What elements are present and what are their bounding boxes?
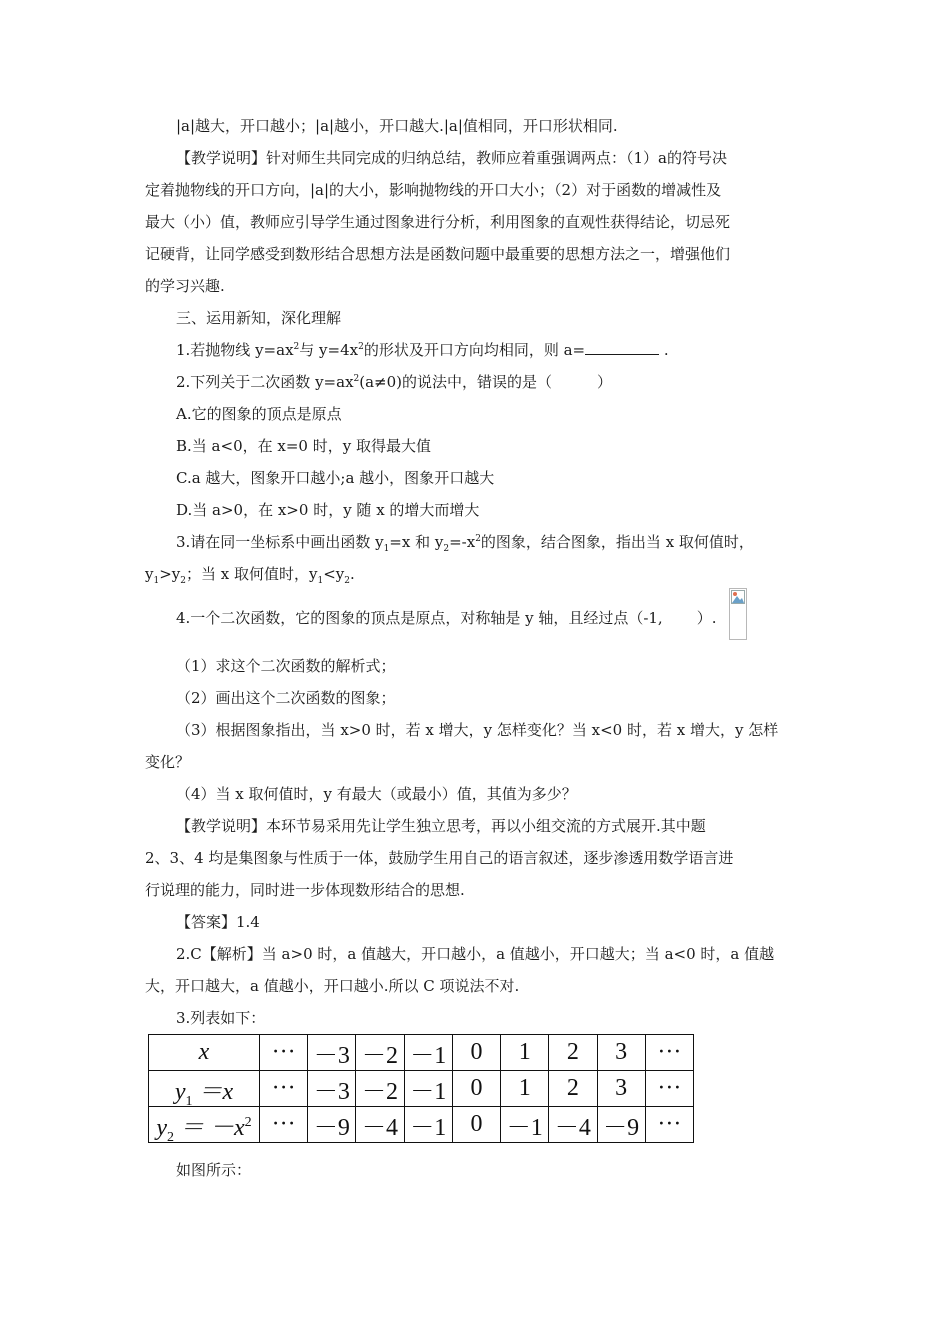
table-row — [149, 1035, 694, 1071]
answer-blank — [585, 340, 659, 355]
table-cell: 3 — [597, 1071, 645, 1107]
table-cell: －1 — [404, 1107, 452, 1143]
table-cell: 3 — [597, 1035, 645, 1071]
teaching-note-line: 定着抛物线的开口方向，|a|的大小，影响抛物线的开口大小；（2）对于函数的增减性及 — [145, 181, 722, 199]
table-cell: 2 — [549, 1071, 597, 1107]
row-header-y2: $y_2 = -x^2$ — [149, 1107, 260, 1143]
teaching-note-line: 2、3、4 均是集图象与性质于一体，鼓励学生用自己的语言叙述，逐步渗透用数学语言进 — [145, 849, 734, 867]
answer-3: 3.列表如下： — [176, 1009, 266, 1027]
question-3: 3.请在同一坐标系中画出函数 $y_1=x$ 和 $y_2=-x^2$的图象，结合图象，指出当 x 取何值时， — [176, 533, 754, 554]
question-4: 4.一个二次函数，它的图象的顶点是原点，对称轴是 y 轴，且经过点（-1, ）. — [176, 609, 717, 627]
teaching-note-line: 最大（小）值，教师应引导学生通过图象进行分析，利用图象的直观性获得结论，切忌死 — [145, 213, 731, 231]
option-a: A.它的图象的顶点是原点 — [176, 405, 342, 423]
option-c: C.a 越大，图象开口越小;a 越小，图象开口越大 — [176, 469, 495, 487]
table-cell: ··· — [260, 1107, 308, 1143]
teaching-note-line: 【教学说明】本环节易采用先让学生独立思考，再以小组交流的方式展开.其中题 — [176, 817, 706, 835]
table-cell: －3 — [308, 1035, 356, 1071]
question-1: 1.若抛物线 $y=ax^2$与 $y=4x^2$的形状及开口方向均相同，则 a= . — [176, 341, 669, 359]
table-cell: －2 — [356, 1035, 404, 1071]
question-3-cont: $y_1>y_2$；当 x 取何值时，$y_1<y_2$. — [145, 565, 355, 586]
table-cell: －2 — [356, 1071, 404, 1107]
row-header-y1: $y_1 =x$ — [149, 1071, 260, 1107]
table-cell: 0 — [452, 1071, 500, 1107]
table-cell: ··· — [645, 1035, 693, 1071]
value-table — [148, 1034, 694, 1143]
question-2: 2.下列关于二次函数 $y=ax^2(a\ne 0)$的说法中，错误的是（ ） — [176, 373, 613, 391]
table-cell: －3 — [308, 1071, 356, 1107]
section-heading: 三、运用新知，深化理解 — [176, 309, 342, 327]
question-4-part-1: （1）求这个二次函数的解析式； — [176, 657, 396, 675]
table-cell: ··· — [645, 1071, 693, 1107]
row-header-x: x — [149, 1035, 260, 1071]
table-cell: －4 — [356, 1107, 404, 1143]
teaching-note-line: 【教学说明】针对师生共同完成的归纳总结，教师应着重强调两点：（1）a的符号决 — [176, 149, 727, 167]
table-cell: ··· — [645, 1107, 693, 1143]
table-cell: －1 — [404, 1071, 452, 1107]
answer-heading: 【答案】1.4 — [176, 913, 260, 931]
table-cell: －1 — [501, 1107, 549, 1143]
question-4-part-2: （2）画出这个二次函数的图象； — [176, 689, 396, 707]
option-b: B.当 a<0，在 x=0 时，y 取得最大值 — [176, 437, 431, 455]
table-cell: 0 — [452, 1107, 500, 1143]
teaching-note-line: 记硬背，让同学感受到数形结合思想方法是函数问题中最重要的思想方法之一，增强他们 — [145, 245, 731, 263]
table-cell: －9 — [308, 1107, 356, 1143]
table-row — [149, 1071, 694, 1107]
table-cell: 1 — [501, 1035, 549, 1071]
broken-image-icon — [729, 588, 747, 640]
table-cell: 0 — [452, 1035, 500, 1071]
figure-caption: 如图所示： — [176, 1161, 252, 1179]
table-cell: －4 — [549, 1107, 597, 1143]
question-4-part-3: （3）根据图象指出，当 x>0 时，若 x 增大，y 怎样变化？当 x<0 时，若 x 增大，y 怎样 — [176, 721, 779, 739]
teaching-note-line: 的学习兴趣. — [145, 277, 225, 295]
question-4-part-4: （4）当 x 取何值时，y 有最大（或最小）值，其值为多少？ — [176, 785, 577, 803]
teaching-note-line: 行说理的能力，同时进一步体现数形结合的思想. — [145, 881, 465, 899]
paragraph-a-summary: |a|越大，开口越小；|a|越小，开口越大.|a|值相同，开口形状相同. — [176, 117, 618, 135]
table-cell: ··· — [260, 1035, 308, 1071]
table-cell: －9 — [597, 1107, 645, 1143]
table-row — [149, 1107, 694, 1143]
answer-2: 2.C【解析】当 a>0 时，a 值越大，开口越小，a 值越小，开口越大；当 a<0 时，a 值越 — [176, 945, 775, 963]
table-cell: －1 — [404, 1035, 452, 1071]
question-4-part-3-cont: 变化？ — [145, 753, 191, 771]
table-cell: 2 — [549, 1035, 597, 1071]
table-cell: 1 — [501, 1071, 549, 1107]
option-d: D.当 a>0，在 x>0 时，y 随 x 的增大而增大 — [176, 501, 480, 519]
table-cell: ··· — [260, 1071, 308, 1107]
answer-2-cont: 大，开口越大，a 值越小，开口越小.所以 C 项说法不对. — [145, 977, 520, 995]
